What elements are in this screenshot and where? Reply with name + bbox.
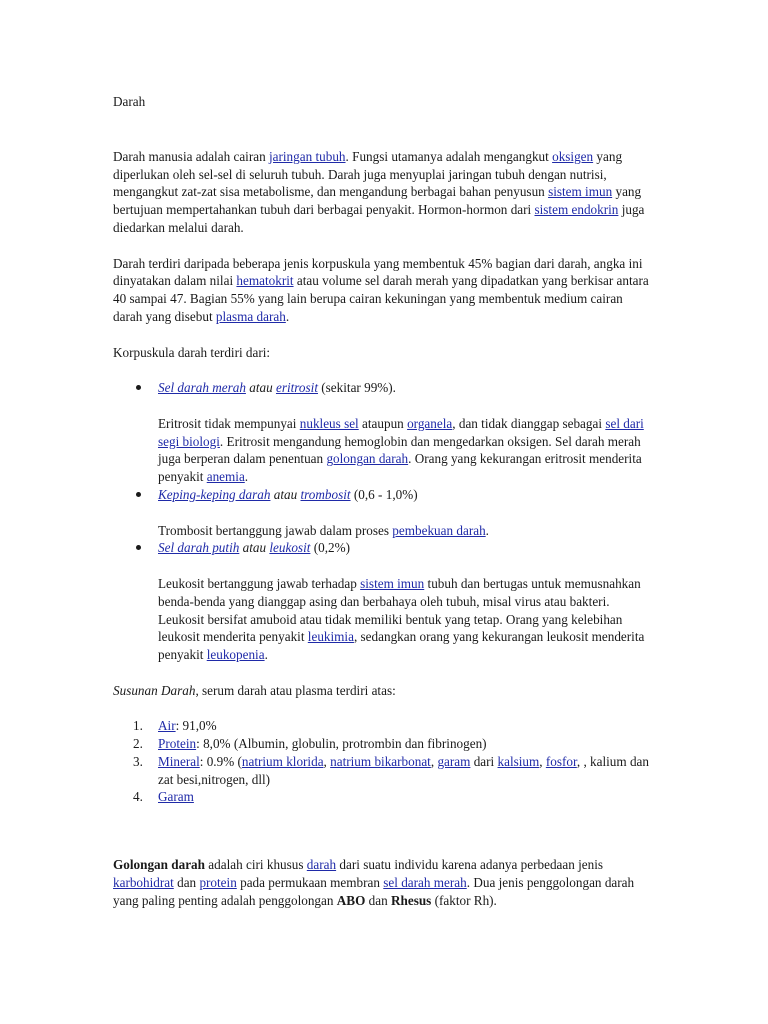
corpuscle-intro: Korpuskula darah terdiri dari: <box>113 344 271 360</box>
list-item-air <box>113 717 653 735</box>
list-number: 2. <box>133 736 143 752</box>
text-run: , <box>539 753 546 769</box>
link-leukopenia[interactable]: leukopenia <box>206 647 265 663</box>
intro-paragraph <box>113 148 653 237</box>
link-leukimia[interactable]: leukimia <box>307 629 354 645</box>
link-sistem-imun-2[interactable]: sistem imun <box>360 575 425 591</box>
text-run: dari <box>470 753 498 769</box>
bold-abo: ABO <box>336 892 366 908</box>
link-nukleus-sel[interactable]: nukleus sel <box>299 415 359 431</box>
text-run: Darah terdiri daripada beberapa jenis korpuskula yang membentuk 45% bagian dari darah, angka ini dinyatakan dalam nilai <box>113 255 643 289</box>
text-run: , <box>430 753 438 769</box>
text-run: . Eritrosit mengandung hemoglobin dan mengedarkan oksigen. Sel darah merah juga berperan dalam penentuan <box>158 433 641 467</box>
link-darah[interactable]: darah <box>306 857 337 873</box>
list-item-garam <box>113 788 653 806</box>
list-item-white-blood-cell <box>113 539 653 664</box>
link-mineral[interactable]: Mineral <box>158 753 200 769</box>
link-plasma-darah[interactable]: plasma darah <box>215 308 286 324</box>
text-run: , sedangkan orang yang kekurangan leukosit menderita penyakit <box>158 629 645 663</box>
link-sel-dari-segi-biologi[interactable]: sel dari segi biologi <box>158 415 644 449</box>
text-run: . <box>264 647 268 663</box>
link-natrium-bikarbonat[interactable]: natrium bikarbonat <box>330 753 431 769</box>
bold-golongan-darah: Golongan darah <box>113 857 205 873</box>
link-jaringan-tubuh[interactable]: jaringan tubuh <box>268 148 346 164</box>
text-run: tubuh dan bertugas untuk memusnahkan benda-benda yang dianggap asing dan berbahaya oleh tubuh, misal virus atau bakteri. Leukosit bersifat amuboid atau tidak memiliki bentuk yang tetap. Orang yang kelebihan leukosit menderita penyakit <box>158 575 641 645</box>
link-trombosit[interactable]: trombosit <box>300 486 351 502</box>
link-organela[interactable]: organela <box>407 415 453 431</box>
bold-rhesus: Rhesus <box>390 892 432 908</box>
text-run: . Fungsi utamanya adalah mengangkut <box>345 148 553 164</box>
document-page <box>113 93 653 927</box>
text-run: atau <box>270 486 301 502</box>
link-eritrosit[interactable]: eritrosit <box>275 380 318 396</box>
text-run: dan <box>173 875 200 891</box>
page-title: Darah <box>113 94 146 109</box>
link-sistem-imun[interactable]: sistem imun <box>548 184 613 200</box>
link-sel-darah-merah-2[interactable]: sel darah merah <box>383 875 467 891</box>
link-garam[interactable]: garam <box>437 753 471 769</box>
text-run: dari suatu individu karena adanya perbedaan jenis <box>336 857 604 873</box>
text-run: , , kalium dan zat besi,nitrogen, dll) <box>158 753 649 787</box>
list-number: 4. <box>133 789 143 805</box>
text-run: (sekitar 99%). <box>317 380 396 396</box>
text-run: juga diedarkan melalui darah. <box>113 202 645 235</box>
list-item-red-blood-cell <box>113 379 653 486</box>
composition-paragraph <box>113 255 653 326</box>
text-run: adalah ciri khusus <box>204 857 307 873</box>
link-sel-darah-putih[interactable]: Sel darah putih <box>158 540 240 556</box>
text-run: . Dua jenis penggolongan darah yang paling penting adalah penggolongan <box>113 875 635 908</box>
link-hematokrit[interactable]: hematokrit <box>236 273 294 289</box>
list-number: 3. <box>133 753 143 769</box>
serum-list <box>113 717 653 806</box>
link-leukosit[interactable]: leukosit <box>269 540 311 556</box>
bullet-icon <box>136 492 141 497</box>
text-run: . Orang yang kekurangan eritrosit menderita penyakit <box>158 451 642 485</box>
text-run: (0,6 - 1,0%) <box>350 486 418 502</box>
link-sel-darah-merah[interactable]: Sel darah merah <box>158 380 246 396</box>
text-run: atau <box>245 380 276 396</box>
link-anemia[interactable]: anemia <box>206 469 245 485</box>
list-item-description <box>158 575 653 664</box>
list-item-heading <box>158 539 653 557</box>
text-run: , dan tidak dianggap sebagai <box>452 415 606 431</box>
text-run: : 8,0% (Albumin, globulin, protrombin dan fibrinogen) <box>196 736 487 752</box>
bullet-icon <box>136 385 141 390</box>
link-golongan-darah[interactable]: golongan darah <box>326 451 409 467</box>
text-run: yang bertujuan mempertahankan tubuh dari berbagai penyakit. Hormon-hormon dari <box>113 184 642 218</box>
list-item-description <box>158 415 653 486</box>
link-natrium-klorida[interactable]: natrium klorida <box>241 753 324 769</box>
text-run: atau volume sel darah merah yang dipadatkan yang berkisar antara 40 sampai 47. Bagian 55% yang lain berupa cairan kekuningan yang membentuk medium cairan darah yang disebut <box>113 273 649 324</box>
text-run: ataupun <box>358 415 408 431</box>
serum-intro <box>113 682 653 700</box>
text-run: . <box>285 308 290 324</box>
link-oksigen[interactable]: oksigen <box>552 148 594 164</box>
text-run: : 0.9% ( <box>199 753 242 769</box>
link-kalsium[interactable]: kalsium <box>497 753 540 769</box>
list-item-mineral <box>113 753 653 789</box>
link-karbohidrat[interactable]: karbohidrat <box>113 875 174 891</box>
list-item-protein <box>113 735 653 753</box>
list-item-heading <box>158 486 653 504</box>
text-run: : 91,0% <box>175 718 217 734</box>
bullet-icon <box>136 545 141 550</box>
text-run: pada permukaan membran <box>236 875 384 891</box>
text-run: . <box>244 469 249 485</box>
text-run: Leukosit bertanggung jawab terhadap <box>158 575 361 591</box>
text-run: (faktor Rh). <box>431 892 497 908</box>
link-fosfor[interactable]: fosfor <box>545 753 577 769</box>
link-protein-2[interactable]: protein <box>199 875 237 891</box>
link-sistem-endokrin[interactable]: sistem endokrin <box>534 202 619 218</box>
link-protein[interactable]: Protein <box>158 736 197 752</box>
text-run: , serum darah atau plasma terdiri atas: <box>195 682 396 698</box>
list-number: 1. <box>133 718 143 734</box>
text-run: Trombosit bertanggung jawab dalam proses <box>158 522 393 538</box>
corpuscle-list <box>113 379 653 664</box>
text-run: dan <box>365 892 391 908</box>
list-item-platelet <box>113 486 653 539</box>
text-run: yang diperlukan oleh sel-sel di seluruh tubuh. Darah juga menyuplai jaringan tubuh dengan nutrisi, mengangkut zat-zat sisa metabolisme, dan mengandung berbagai bahan penyusun <box>113 148 623 200</box>
text-run: Eritrosit tidak mempunyai <box>158 415 300 431</box>
emphasis-susunan-darah: Susunan Darah <box>113 682 196 698</box>
text-run: (0,2%) <box>310 540 350 556</box>
link-keping-keping-darah[interactable]: Keping-keping darah <box>158 486 271 502</box>
link-garam-2[interactable]: Garam <box>158 789 194 805</box>
list-item-description <box>158 522 653 540</box>
text-run: . <box>485 522 489 538</box>
text-run: , <box>323 753 331 769</box>
text-run: atau <box>239 540 270 556</box>
list-item-heading <box>158 379 653 397</box>
blood-type-paragraph <box>113 856 653 909</box>
link-air[interactable]: Air <box>158 718 176 734</box>
text-run: Darah manusia adalah cairan <box>113 148 269 164</box>
link-pembekuan-darah[interactable]: pembekuan darah <box>392 522 486 538</box>
